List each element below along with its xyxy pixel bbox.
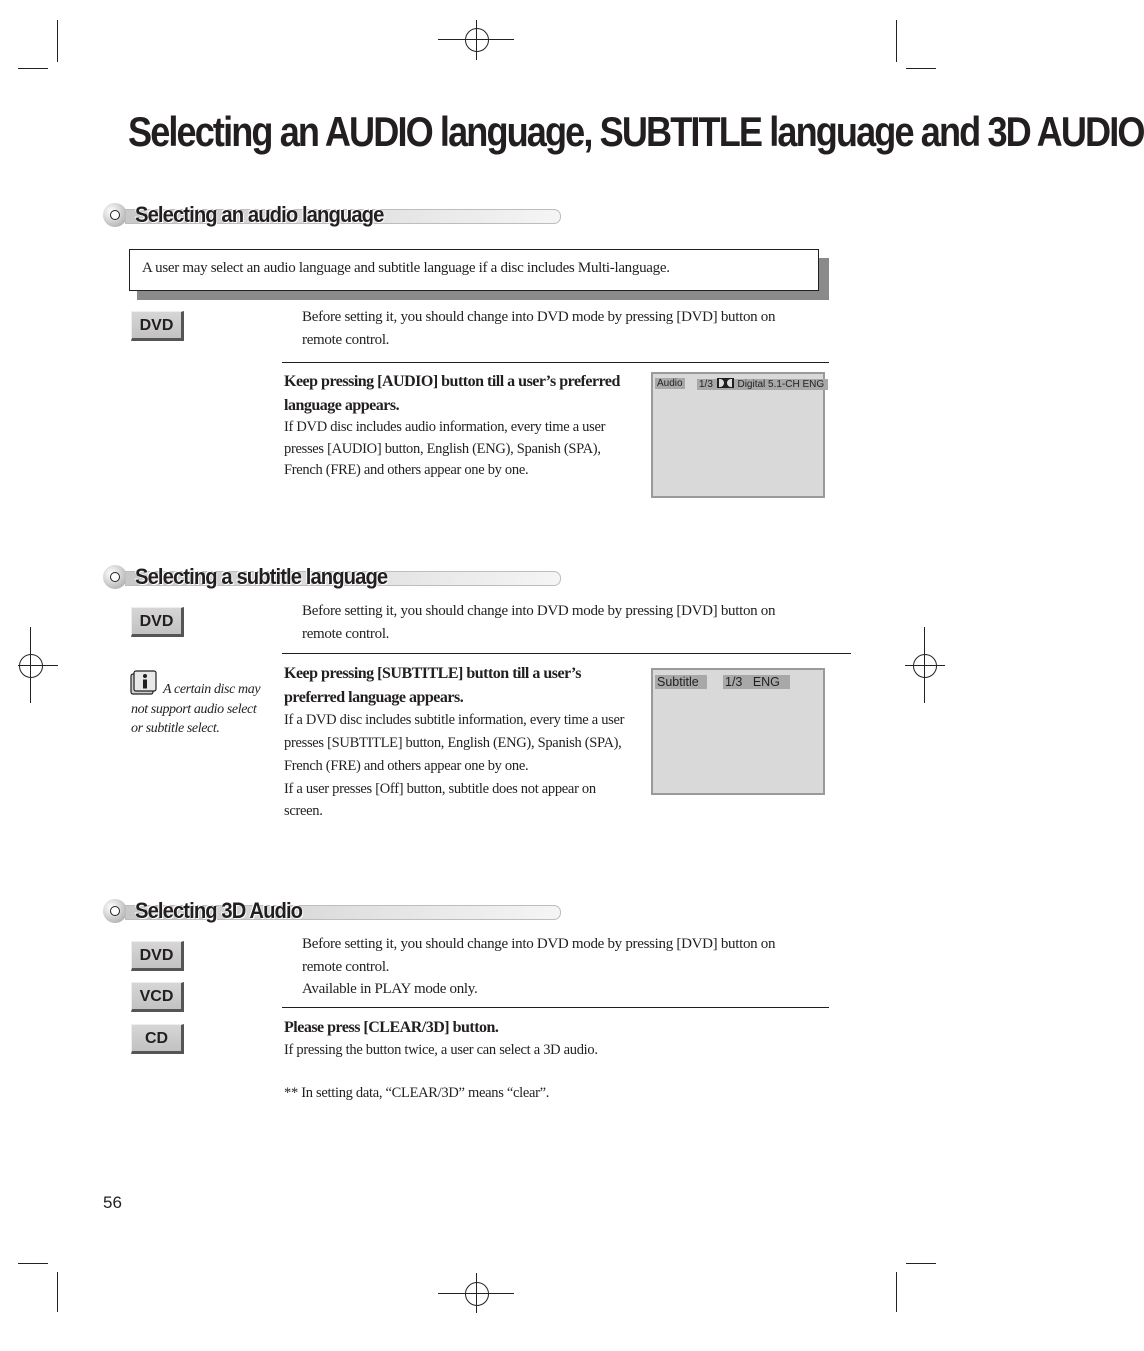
- section-header-3d-audio: [103, 898, 559, 924]
- page-number: 56: [103, 1193, 122, 1212]
- footnote: ** In setting data, “CLEAR/3D” means “clear”.: [284, 1085, 550, 1101]
- osd-audio-screen: [651, 372, 825, 498]
- section-title: Selecting an audio language: [135, 202, 384, 227]
- osd-track: 1/3: [725, 675, 743, 689]
- divider: [282, 1007, 829, 1008]
- cd-badge: CD: [131, 1024, 184, 1054]
- osd-track: 1/3: [699, 379, 713, 390]
- vcd-badge: VCD: [131, 982, 184, 1012]
- step-body: If DVD disc includes audio information, every time a user presses [AUDIO] button, English (ENG), Spanish (SPA), French (FRE) and others appear one by one.: [284, 419, 606, 478]
- section-title: Selecting 3D Audio: [135, 898, 303, 923]
- divider: [282, 653, 851, 654]
- step-body: If a DVD disc includes subtitle information, every time a user presses [SUBTITLE] button, English (ENG), Spanish (SPA), French (FRE) and others appear one by one.: [284, 712, 625, 774]
- osd-audio-label: Audio: [657, 378, 683, 389]
- round-bullet-icon: [103, 899, 127, 923]
- note-text: A certain disc may not support audio select or subtitle select.: [131, 682, 261, 736]
- step-title: Please press [CLEAR/3D] button.: [284, 1019, 499, 1036]
- osd-lang: ENG: [752, 675, 780, 689]
- before-setting-text: Before setting it, you should change into DVD mode by pressing [DVD] button on remote control.: [302, 309, 776, 348]
- dvd-badge: DVD: [131, 941, 184, 971]
- osd-format: Digital 5.1-CH: [737, 379, 800, 390]
- round-bullet-icon: [103, 565, 127, 589]
- section-title: Selecting a subtitle language: [135, 564, 388, 589]
- step-body: If pressing the button twice, a user can select a 3D audio.: [284, 1042, 598, 1058]
- step-title: Keep pressing [SUBTITLE] button till a user’s preferred language appears.: [284, 665, 581, 706]
- play-mode-text: Available in PLAY mode only.: [302, 981, 478, 997]
- section-header-audio: [103, 202, 559, 228]
- osd-lang: ENG: [802, 379, 825, 390]
- dvd-badge: DVD: [131, 607, 184, 637]
- intro-box: [129, 249, 819, 291]
- dvd-badge: DVD: [131, 311, 184, 341]
- before-setting-text: Before setting it, you should change into DVD mode by pressing [DVD] button on remote control.: [302, 603, 776, 642]
- round-bullet-icon: [103, 203, 127, 227]
- step-title: Keep pressing [AUDIO] button till a user’s preferred language appears.: [284, 373, 620, 414]
- step-body-off: If a user presses [Off] button, subtitle does not appear on screen.: [284, 781, 596, 819]
- section-header-subtitle: [103, 564, 559, 590]
- divider: [282, 362, 829, 363]
- osd-subtitle-screen: [651, 668, 825, 795]
- dolby-digital-icon: [717, 378, 734, 388]
- before-setting-text: Before setting it, you should change into DVD mode by pressing [DVD] button on remote control.: [302, 936, 776, 975]
- osd-subtitle-label: Subtitle: [655, 675, 707, 689]
- intro-text: A user may select an audio language and subtitle language if a disc includes Multi-language.: [142, 260, 670, 276]
- page-title: Selecting an AUDIO language, SUBTITLE language and 3D AUDIO: [128, 108, 1144, 155]
